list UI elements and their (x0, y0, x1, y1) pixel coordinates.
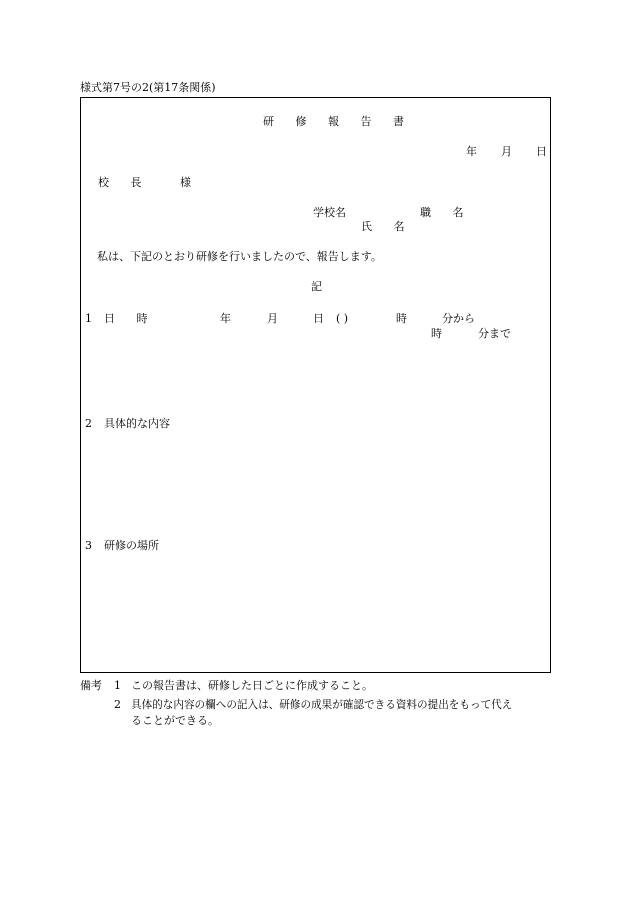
sender-school-name: 学校名 (313, 206, 346, 219)
addressee-principal: 校 長 (98, 176, 151, 189)
item1-label: 日 時 (104, 312, 157, 325)
sender-name: 氏 名 (361, 220, 414, 233)
item2-number: 2 (85, 417, 92, 430)
item1-year: 年 (220, 312, 231, 325)
item3-number: 3 (85, 539, 92, 552)
date-month: 月 (501, 145, 512, 158)
item1-minute-from: 分から (442, 312, 475, 325)
item1-month: 月 (267, 312, 278, 325)
note1-number: 1 (114, 679, 121, 692)
date-year: 年 (466, 145, 477, 158)
item1-minute-to: 分まで (478, 327, 511, 340)
note1-text: この報告書は、研修した日ごとに作成すること。 (131, 679, 373, 692)
item1-day: 日 (313, 312, 324, 325)
intro-text: 私は、下記のとおり研修を行いましたので、報告します。 (97, 250, 382, 263)
notes-heading: 備考 (80, 679, 102, 692)
date-day: 日 (536, 145, 547, 158)
item1-hour-to: 時 (431, 327, 442, 340)
form-title: 研 修 報 告 書 (263, 115, 413, 128)
item1-hour-from: 時 (396, 312, 407, 325)
item1-number: 1 (85, 312, 92, 325)
note2-number: 2 (114, 698, 121, 711)
note2-text-line2: ることができる。 (131, 714, 219, 727)
item2-label: 具体的な内容 (104, 417, 170, 430)
sender-job-title: 職 名 (420, 206, 473, 219)
form-number: 様式第7号の2(第17条関係) (80, 81, 216, 94)
ki-heading: 記 (311, 280, 322, 293)
item3-label: 研修の場所 (104, 539, 159, 552)
note2-text-line1: 具体的な内容の欄への記入は、研修の成果が確認できる資料の提出をもって代え (131, 699, 513, 711)
item1-weekday: ( ) (336, 312, 349, 325)
addressee-honorific: 様 (180, 176, 191, 189)
